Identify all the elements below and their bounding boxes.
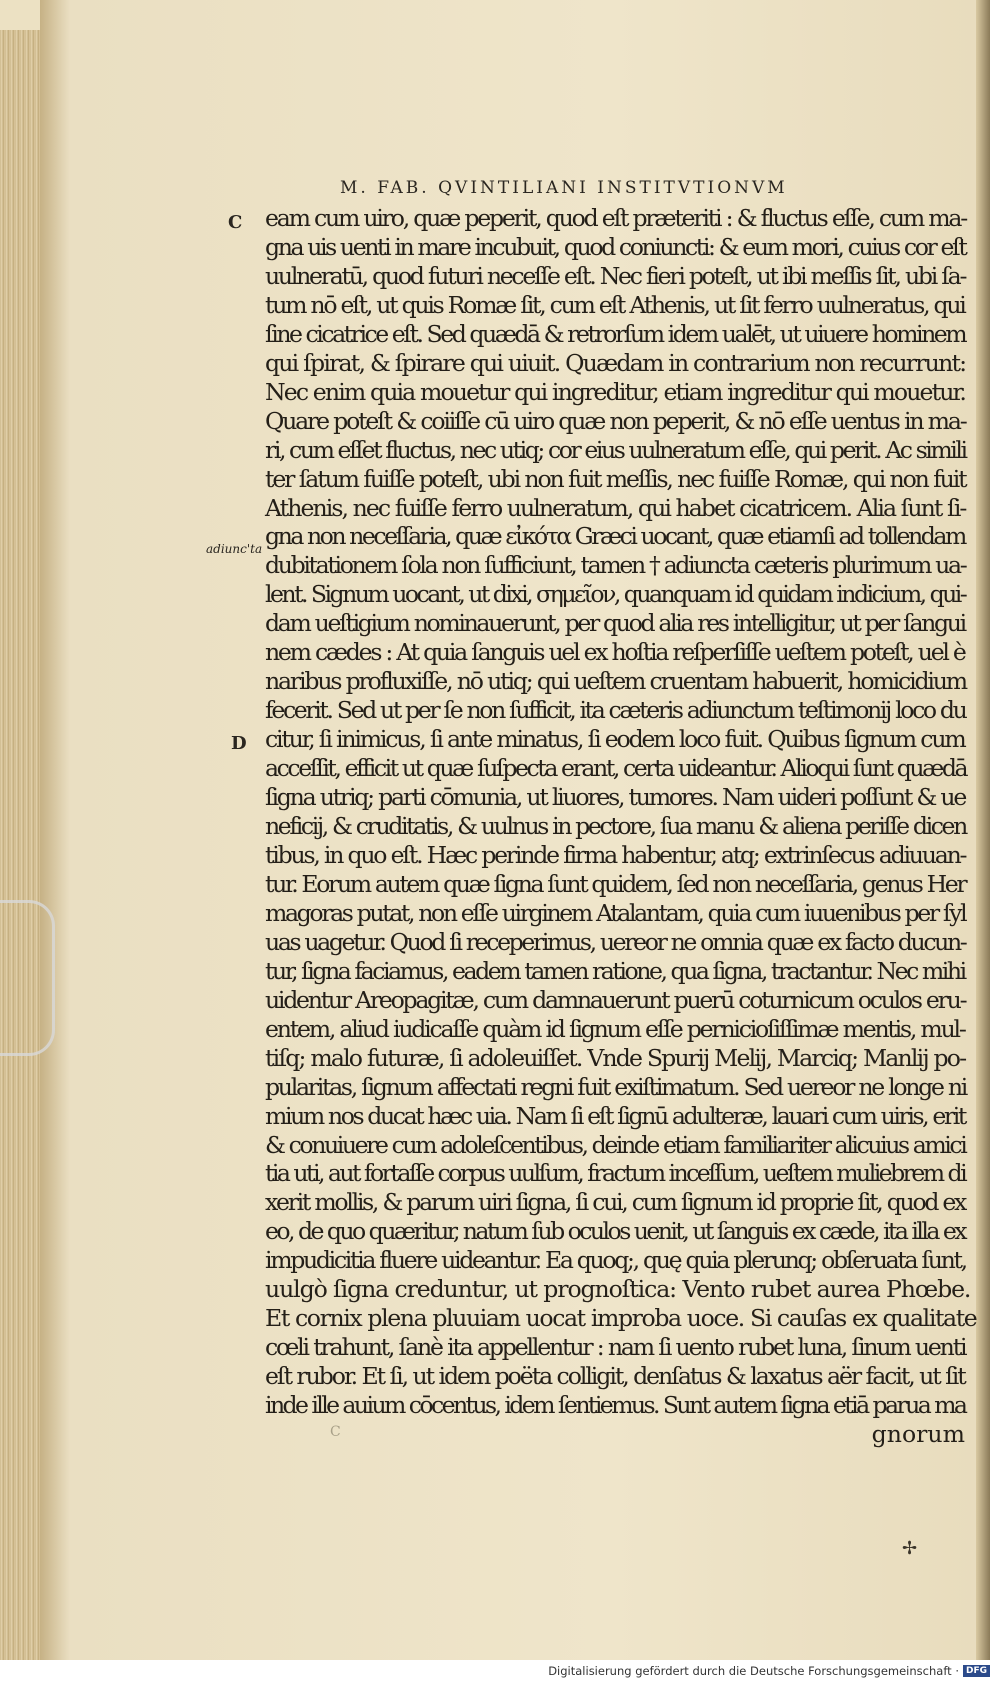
running-head: M. FAB. QVINTILIANI INSTITVTIONVM [340, 178, 788, 198]
text-line: tur. Eorum autem quæ ſigna ſunt quidem, ſed non neceſſaria, genus Her [265, 869, 966, 898]
text-line: qui ſpirat, & ſpirare qui uiuit. Quædam in contrarium non recurrunt: [265, 348, 966, 377]
dfg-logo: DFG [963, 1665, 990, 1677]
footer-text: Digitalisierung gefördert durch die Deutsche Forschungsgemeinschaft · [548, 1664, 959, 1678]
text-line: tia uti, aut fortaſſe corpus uulſum, fractum inceſſum, ueſtem muliebrem di [265, 1159, 966, 1188]
text-line: acceſſit, efficit ut quæ ſuſpecta erant, certa uideantur. Alioqui ſunt quædā [265, 754, 967, 783]
text-line: mium nos ducat hæc uia. Nam ſi eſt ſignū adulteræ, lauari cum uiris, erit [265, 1101, 965, 1130]
text-line: fecerit. Sed ut per ſe non ſufficit, ita cæteris adiunctum teſtimonij loco du [265, 696, 966, 725]
text-line: eam cum uiro, quæ peperit, quod eſt præteriti : & fluctus eſſe, cum ma- [265, 204, 966, 232]
text-line: cœli trahunt, ſanè ita appellentur : nam ſi uento rubet luna, ſinum uenti [265, 1333, 966, 1362]
text-line: naribus profluxiſſe, nō utiq; qui ueſtem cruentam habuerit, homicidium [265, 667, 966, 696]
text-line: ſine cicatrice eſt. Sed quædā & retrorſum idem ualēt, ut uiuere hominem [265, 319, 966, 348]
text-line: ter ſatum fuiſſe poteſt, ubi non fuit meſſis, nec fuiſſe Romæ, qui non fuit [265, 464, 966, 493]
text-line: tur, ſigna faciamus, eadem tamen ratione, qua ſigna, tractantur. Nec mihi [265, 956, 965, 985]
text-line: eſt rubor. Et ſi, ut idem poëta colligit, denſatus & laxatus aër facit, ut ſit [265, 1362, 965, 1391]
text-line: tibus, in quo eſt. Hæc perinde firma habentur, atq; extrinſecus adiuuan- [265, 840, 966, 869]
text-line: uulgò ſigna creduntur, ut prognoſtica: Vento rubet aurea Phœbe. [265, 1275, 971, 1304]
text-line: citur, ſi inimicus, ſi ante minatus, ſi eodem loco fuit. Quibus ſignum cum [265, 725, 965, 754]
section-letter-c: C [228, 212, 243, 233]
text-line: lent. Signum uocant, ut dixi, σημεῖον, quanquam id quidam indicium, qui- [265, 580, 966, 609]
text-line: Nec enim quia mouetur qui ingreditur, etiam ingreditur qui mouetur. [265, 377, 965, 406]
paper-clip-shadow [0, 900, 55, 1056]
text-line: magoras putat, non eſſe uirginem Atalantam, quia cum iuuenibus per ſyl [265, 898, 966, 927]
text-line: entem, aliud iudicaſſe quàm id ſignum eſſe pernicioſiſſimæ mentis, mul- [265, 1014, 965, 1043]
text-line: uidentur Areopagitæ, cum damnauerunt puerū coturnicum oculos eru- [265, 985, 966, 1014]
body-text [265, 204, 977, 1449]
section-letter-d: D [231, 733, 247, 754]
asterisk-icon: ✢ [902, 1538, 918, 1559]
text-line: nem cædes : At quia ſanguis uel ex hoſtia reſperſiſſe ueſtem poteſt, uel è [265, 638, 965, 667]
text-line: gna uis uenti in mare incubuit, quod coniuncti: & eum mori, cuius cor eſt [265, 232, 966, 261]
text-line: pularitas, ſignum affectati regni fuit exiſtimatum. Sed uereor ne longe ni [265, 1072, 966, 1101]
text-line: tum nō eſt, ut quis Romæ ſit, cum eſt Athenis, ut ſit ferro uulneratus, qui [265, 290, 965, 319]
text-line: Et cornix plena pluuiam uocat improba uoce. Si cauſas ex qualitate [265, 1304, 977, 1333]
text-line: neficij, & cruditatis, & uulnus in pectore, ſua manu & aliena periſſe dicen [265, 812, 966, 841]
text-line: ri, cum eſſet fluctus, nec utiq; cor eius uulneratum eſſe, qui perit. Ac simili [265, 435, 966, 464]
text-line: tiſq; malo futuræ, ſi adoleuiſſet. Vnde Spurij Melij, Marciq; Manlij po- [265, 1043, 966, 1072]
smudge-mark: C [330, 1424, 341, 1440]
text-line: ſigna utriq; parti cōmunia, ut liuores, tumores. Nam uideri poſſunt & ue [265, 783, 966, 812]
text-line: impudicitia fluere uideantur. Ea quoq;, quę quia plerunq; obſeruata ſunt, [265, 1246, 966, 1275]
text-line: xerit mollis, & parum uiri ſigna, ſi cui, cum ſignum id proprie ſit, quod ex [265, 1188, 966, 1217]
margin-note: adiunc'ta [206, 542, 263, 556]
text-line: Athenis, nec fuiſſe ferro uulneratum, qui habet cicatricem. Alia ſunt ſi- [265, 493, 966, 522]
text-line: uas uagetur. Quod ſi receperimus, uereor ne omnia quæ ex facto ducun- [265, 927, 966, 956]
digitization-footer [548, 1664, 990, 1678]
text-line: & conuiuere cum adoleſcentibus, deinde etiam familiariter alicuius amici [265, 1130, 966, 1159]
text-line: gna non neceſſaria, quæ εἰκότα Græci uocant, quæ etiamſi ad tollendam [265, 522, 965, 551]
text-line: dam ueſtigium nominauerunt, per quod alia res intelligitur, ut per ſangui [265, 609, 965, 638]
text-line: eo, de quo quæritur, natum ſub oculos uenit, ut ſanguis ex cæde, ita illa ex [265, 1217, 965, 1246]
text-line: gnorum [871, 1420, 965, 1449]
text-line: dubitationem ſola non ſufficiunt, tamen † adiuncta cæteris plurimum ua- [265, 551, 966, 580]
text-line: uulneratū, quod futuri neceſſe eſt. Nec fieri poteſt, ut ibi meſſis ſit, ubi ſa- [265, 261, 966, 290]
book-gutter-shadow [976, 0, 990, 1660]
text-line: inde ille auium cōcentus, idem ſentiemus. Sunt autem ſigna etiā parua ma [265, 1391, 966, 1420]
text-line: Quare poteſt & coiiſſe cū uiro quæ non peperit, & nō eſſe uentus in ma- [265, 406, 966, 435]
